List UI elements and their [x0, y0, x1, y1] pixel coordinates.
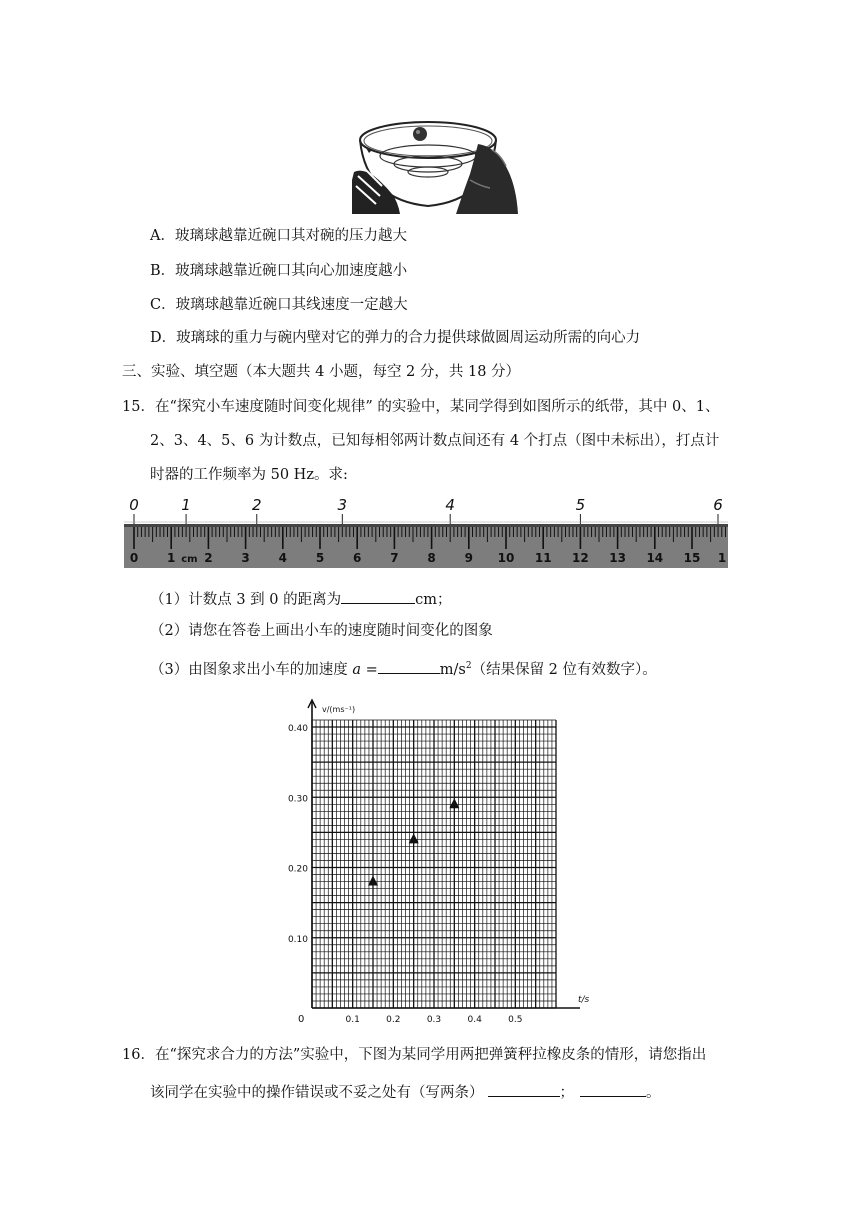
count-point-label: 0 — [129, 496, 139, 514]
q16-number: 16． — [122, 1047, 155, 1063]
x-tick-label: 0.5 — [508, 1015, 523, 1025]
q15-sub3-unit: m/s — [439, 661, 466, 678]
y-axis-label: v/(ms⁻¹) — [322, 705, 356, 714]
ruler-cm-label: 15 — [683, 551, 701, 565]
ruler-cm-label: 0 — [129, 551, 139, 565]
x-tick-label: 0.3 — [426, 1015, 442, 1025]
count-point-label: 6 — [713, 496, 723, 514]
ruler-cm-label: 11 — [534, 551, 552, 565]
y-tick-label: 0.10 — [287, 934, 308, 945]
count-point-label: 4 — [445, 496, 455, 514]
ruler-cm-label: 12 — [572, 551, 589, 565]
data-point-triangle — [409, 833, 419, 843]
answer-blank-distance[interactable] — [341, 587, 415, 604]
answer-blank-error-2[interactable] — [580, 1080, 646, 1097]
ruler-cm-label: 7 — [390, 551, 399, 565]
q15-sub3 — [150, 656, 657, 680]
ruler-cm-label: 8 — [427, 551, 436, 565]
option-a — [150, 226, 407, 246]
count-point-label: 5 — [575, 496, 586, 514]
count-point-label: 2 — [251, 496, 262, 514]
origin-label: 0 — [298, 1014, 305, 1025]
ruler-tape-figure — [124, 494, 728, 570]
q15-sub1 — [150, 587, 452, 610]
option-c-text: 玻璃球越靠近碗口其线速度一定越大 — [175, 297, 408, 313]
ruler-cm-label: 9 — [464, 551, 473, 565]
q15-sub1-prefix: （1）计数点 3 到 0 的距离为 — [150, 592, 342, 608]
q16-separator: ； — [559, 1085, 574, 1101]
q15-sub3-note: （结果保留 2 位有效数字）。 — [471, 661, 657, 678]
q16-text-1: 在“探究求合力的方法”实验中，下图为某同学用两把弹簧秤拉橡皮条的情形，请您指出 — [154, 1047, 707, 1063]
x-axis-label: t/s — [578, 995, 590, 1005]
ruler-cm-label: 2 — [204, 551, 213, 565]
option-c — [150, 295, 408, 315]
count-point-label: 1 — [181, 496, 191, 514]
option-d — [150, 328, 640, 348]
section-3-heading: 三、实验、填空题（本大题共 4 小题，每空 2 分，共 18 分） — [122, 364, 521, 380]
option-b-label: B． — [150, 263, 176, 279]
ruler-cm-label: 1 — [717, 551, 727, 565]
ruler-cm-label: 6 — [353, 551, 362, 565]
option-c-label: C． — [150, 297, 176, 313]
y-tick-label: 0.40 — [287, 724, 308, 735]
velocity-time-chart — [280, 696, 610, 1030]
answer-blank-error-1[interactable] — [488, 1080, 560, 1097]
q15-sub3-prefix: （3）由图象求出小车的加速度 — [150, 661, 353, 678]
option-a-label: A． — [150, 228, 175, 244]
ruler-cm-label: 4 — [278, 551, 287, 565]
x-tick-label: 0.1 — [345, 1015, 360, 1025]
ruler-cm-label: 1 — [167, 551, 176, 565]
bowl-figure — [352, 110, 518, 214]
q15-line2: 2、3、4、5、6 为计数点，已知每相邻两计数点间还有 4 个打点（图中未标出），打点计 — [150, 433, 720, 449]
ruler-unit-label: cm — [181, 554, 198, 565]
data-point-triangle — [449, 798, 459, 808]
q15-line1 — [122, 397, 719, 417]
count-point-label: 3 — [337, 496, 348, 514]
q15-sub2: （2）请您在答卷上画出小车的速度随时间变化的图象 — [150, 623, 493, 639]
acceleration-symbol: a — [352, 661, 361, 678]
q15-sub3-eq: = — [361, 661, 378, 678]
y-tick-label: 0.20 — [287, 864, 308, 875]
x-tick-label: 0.4 — [467, 1015, 482, 1025]
x-tick-label: 0.2 — [386, 1015, 401, 1025]
y-tick-label: 0.30 — [287, 794, 308, 805]
q16-text-2: 该同学在实验中的操作错误或不妥之处有（写两条） — [150, 1085, 484, 1101]
q15-sub1-suffix: cm； — [415, 592, 452, 608]
q15-sub3-exp: 2 — [465, 661, 472, 671]
q16-end: 。 — [646, 1085, 661, 1101]
ruler-cm-label: 14 — [646, 551, 664, 565]
data-point-triangle — [368, 876, 378, 886]
answer-blank-acceleration[interactable] — [378, 657, 440, 674]
q15-line3: 时器的工作频率为 50 Hz。求: — [150, 467, 348, 483]
ruler-cm-label: 10 — [497, 551, 515, 565]
option-d-label: D． — [150, 330, 177, 346]
q15-text-1: 在“探究小车速度随时间变化规律” 的实验中，某同学得到如图所示的纸带，其中 0、1、 — [154, 399, 720, 415]
option-a-text: 玻璃球越靠近碗口其对碗的压力越大 — [174, 228, 407, 244]
q16-line1 — [122, 1045, 706, 1065]
ruler-cm-label: 13 — [609, 551, 626, 565]
ruler-cm-label: 5 — [315, 551, 325, 565]
ruler-cm-label: 3 — [241, 551, 250, 565]
q16-line2 — [150, 1080, 661, 1103]
option-b-text: 玻璃球越靠近碗口其向心加速度越小 — [175, 263, 408, 279]
q15-number: 15． — [122, 399, 155, 415]
option-b — [150, 261, 407, 281]
option-d-text: 玻璃球的重力与碗内壁对它的弹力的合力提供球做圆周运动所需的向心力 — [176, 330, 641, 346]
